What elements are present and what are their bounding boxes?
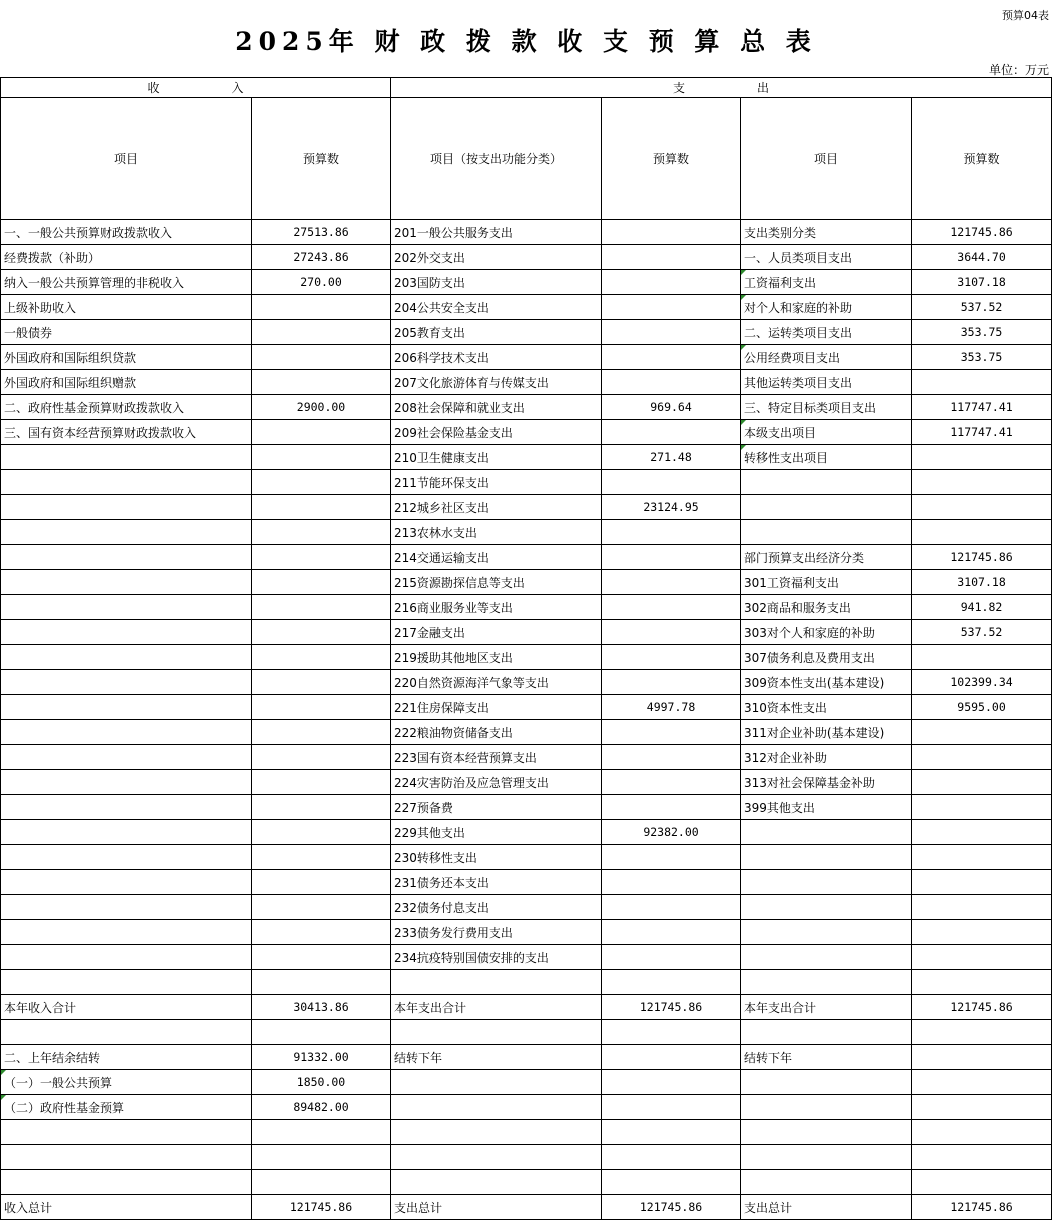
category-amount-header: 预算数 [912,98,1052,220]
category-item-cell: 支出总计 [741,1195,912,1220]
category-item-header: 项目 [741,98,912,220]
function-amount-cell [602,670,741,695]
income-item-cell: （一）一般公共预算 [1,1070,252,1095]
table-row [1,1170,1052,1195]
category-item-cell: 301工资福利支出 [741,570,912,595]
category-amount-cell [912,795,1052,820]
category-amount-cell [912,845,1052,870]
category-item-cell [741,1120,912,1145]
function-amount-cell [602,370,741,395]
income-item-cell [1,1145,252,1170]
table-row [1,745,1052,770]
category-amount-cell [912,470,1052,495]
category-amount-cell: 353.75 [912,320,1052,345]
category-amount-cell [912,645,1052,670]
income-item-cell: 外国政府和国际组织赠款 [1,370,252,395]
function-amount-cell [602,320,741,345]
category-item-cell [741,895,912,920]
income-amount-cell [252,420,391,445]
category-item-cell [741,1145,912,1170]
category-item-cell: 309资本性支出(基本建设) [741,670,912,695]
income-item-cell [1,795,252,820]
category-item-cell: 对个人和家庭的补助 [741,295,912,320]
function-amount-cell [602,945,741,970]
function-amount-cell [602,620,741,645]
category-item-cell: 转移性支出项目 [741,445,912,470]
table-row [1,220,1052,245]
category-amount-cell [912,770,1052,795]
category-amount-cell [912,945,1052,970]
income-amount-cell [252,820,391,845]
income-item-cell [1,945,252,970]
category-item-cell: 一、人员类项目支出 [741,245,912,270]
income-item-cell [1,845,252,870]
category-amount-cell [912,445,1052,470]
function-amount-cell [602,970,741,995]
income-item-cell: 经费拨款（补助） [1,245,252,270]
category-item-cell: 部门预算支出经济分类 [741,545,912,570]
income-item-cell [1,645,252,670]
category-amount-cell: 3644.70 [912,245,1052,270]
function-item-cell [391,1120,602,1145]
function-amount-cell: 121745.86 [602,1195,741,1220]
function-item-cell: 229其他支出 [391,820,602,845]
category-item-cell: 三、特定目标类项目支出 [741,395,912,420]
income-item-cell [1,445,252,470]
function-item-cell [391,1095,602,1120]
function-item-cell: 221住房保障支出 [391,695,602,720]
function-item-cell: 215资源勘探信息等支出 [391,570,602,595]
function-amount-cell [602,745,741,770]
function-item-cell: 支出总计 [391,1195,602,1220]
function-amount-cell [602,1070,741,1095]
category-item-cell [741,1020,912,1045]
category-amount-cell [912,1070,1052,1095]
table-row [1,1195,1052,1220]
function-item-cell [391,1145,602,1170]
function-amount-cell: 271.48 [602,445,741,470]
category-item-cell: 302商品和服务支出 [741,595,912,620]
category-amount-cell [912,870,1052,895]
income-item-cell [1,545,252,570]
category-item-cell: 303对个人和家庭的补助 [741,620,912,645]
function-amount-cell: 969.64 [602,395,741,420]
function-item-cell: 217金融支出 [391,620,602,645]
function-amount-cell [602,920,741,945]
function-item-cell: 210卫生健康支出 [391,445,602,470]
function-item-cell: 213农林水支出 [391,520,602,545]
category-item-cell: 二、运转类项目支出 [741,320,912,345]
income-amount-cell [252,870,391,895]
function-item-cell: 230转移性支出 [391,845,602,870]
income-item-cell: 一般债券 [1,320,252,345]
category-amount-cell: 121745.86 [912,1195,1052,1220]
income-amount-cell [252,795,391,820]
income-amount-cell [252,1145,391,1170]
function-item-header: 项目（按支出功能分类） [391,98,602,220]
function-item-cell: 212城乡社区支出 [391,495,602,520]
function-amount-cell [602,1095,741,1120]
table-row [1,1120,1052,1145]
table-row [1,870,1052,895]
category-amount-cell [912,720,1052,745]
table-row [1,620,1052,645]
category-item-cell [741,870,912,895]
function-amount-cell: 92382.00 [602,820,741,845]
income-item-cell: 三、国有资本经营预算财政拨款收入 [1,420,252,445]
function-item-cell [391,1070,602,1095]
category-amount-cell [912,1170,1052,1195]
function-item-cell: 本年支出合计 [391,995,602,1020]
income-item-cell [1,595,252,620]
income-item-cell [1,720,252,745]
function-amount-cell [602,895,741,920]
category-item-cell [741,520,912,545]
table-row [1,1070,1052,1095]
function-amount-cell [602,845,741,870]
category-amount-cell [912,1095,1052,1120]
income-amount-cell [252,670,391,695]
category-item-cell: 本年支出合计 [741,995,912,1020]
income-amount-cell [252,770,391,795]
category-amount-cell: 121745.86 [912,995,1052,1020]
function-amount-cell [602,270,741,295]
table-row [1,395,1052,420]
category-amount-cell: 117747.41 [912,395,1052,420]
table-row [1,795,1052,820]
function-item-cell: 结转下年 [391,1045,602,1070]
column-header-row [1,98,1052,220]
income-amount-cell [252,295,391,320]
function-amount-cell [602,1170,741,1195]
category-item-cell: 311对企业补助(基本建设) [741,720,912,745]
income-item-cell [1,495,252,520]
income-amount-cell [252,520,391,545]
table-row [1,320,1052,345]
category-amount-cell: 353.75 [912,345,1052,370]
function-amount-cell [602,770,741,795]
category-amount-cell: 3107.18 [912,270,1052,295]
function-item-cell: 216商业服务业等支出 [391,595,602,620]
function-amount-cell [602,1020,741,1045]
income-amount-cell: 121745.86 [252,1195,391,1220]
income-item-cell: 收入总计 [1,1195,252,1220]
category-amount-cell [912,895,1052,920]
function-item-cell: 205教育支出 [391,320,602,345]
function-item-cell: 231债务还本支出 [391,870,602,895]
category-item-cell: 支出类别分类 [741,220,912,245]
income-amount-cell [252,595,391,620]
function-amount-cell [602,220,741,245]
function-item-cell: 201一般公共服务支出 [391,220,602,245]
income-item-cell: 外国政府和国际组织贷款 [1,345,252,370]
income-item-cell [1,770,252,795]
function-item-cell [391,970,602,995]
function-item-cell: 232债务付息支出 [391,895,602,920]
category-amount-cell [912,820,1052,845]
income-amount-cell: 27243.86 [252,245,391,270]
table-row [1,570,1052,595]
function-item-cell: 223国有资本经营预算支出 [391,745,602,770]
function-amount-cell [602,795,741,820]
function-amount-cell [602,520,741,545]
income-item-header: 项目 [1,98,252,220]
table-row [1,245,1052,270]
category-item-cell [741,1095,912,1120]
function-amount-cell [602,595,741,620]
table-row [1,345,1052,370]
income-item-cell [1,970,252,995]
income-item-cell: 二、上年结余结转 [1,1045,252,1070]
function-item-cell: 211节能环保支出 [391,470,602,495]
income-amount-cell [252,470,391,495]
category-amount-cell [912,1145,1052,1170]
function-amount-cell [602,470,741,495]
income-amount-cell [252,895,391,920]
table-row [1,645,1052,670]
function-amount-cell: 4997.78 [602,695,741,720]
category-item-cell [741,1070,912,1095]
function-amount-cell [602,1120,741,1145]
category-item-cell: 307债务利息及费用支出 [741,645,912,670]
unit-label: 单位：万元 [988,63,1049,77]
table-row [1,970,1052,995]
income-amount-cell [252,1020,391,1045]
form-code: 预算04表 [1002,9,1049,22]
category-item-cell: 310资本性支出 [741,695,912,720]
function-amount-cell: 23124.95 [602,495,741,520]
income-item-cell: （二）政府性基金预算 [1,1095,252,1120]
table-row [1,545,1052,570]
category-amount-cell [912,1020,1052,1045]
table-row [1,1145,1052,1170]
category-amount-cell [912,1045,1052,1070]
function-amount-cell [602,870,741,895]
category-item-cell [741,470,912,495]
income-amount-cell [252,370,391,395]
function-amount-cell [602,645,741,670]
function-amount-cell [602,345,741,370]
income-amount-cell [252,620,391,645]
table-row [1,720,1052,745]
income-item-cell [1,620,252,645]
income-item-cell [1,920,252,945]
category-amount-cell: 121745.86 [912,220,1052,245]
category-amount-cell: 9595.00 [912,695,1052,720]
function-item-cell: 202外交支出 [391,245,602,270]
income-amount-cell [252,345,391,370]
category-item-cell: 工资福利支出 [741,270,912,295]
table-row [1,770,1052,795]
income-amount-cell [252,970,391,995]
income-item-cell: 上级补助收入 [1,295,252,320]
function-item-cell: 214交通运输支出 [391,545,602,570]
function-amount-cell [602,245,741,270]
category-amount-cell [912,370,1052,395]
table-row [1,595,1052,620]
function-amount-cell: 121745.86 [602,995,741,1020]
income-item-cell [1,745,252,770]
category-item-cell: 公用经费项目支出 [741,345,912,370]
table-row [1,520,1052,545]
table-row [1,995,1052,1020]
table-row [1,820,1052,845]
income-item-cell: 二、政府性基金预算财政拨款收入 [1,395,252,420]
budget-table [0,77,1052,1220]
table-row [1,1020,1052,1045]
income-amount-cell [252,845,391,870]
category-amount-cell: 537.52 [912,620,1052,645]
category-amount-cell [912,1120,1052,1145]
category-amount-cell [912,745,1052,770]
category-item-cell: 312对企业补助 [741,745,912,770]
category-item-cell [741,845,912,870]
category-amount-cell: 941.82 [912,595,1052,620]
income-item-cell [1,1120,252,1145]
function-item-cell: 209社会保险基金支出 [391,420,602,445]
income-item-cell: 纳入一般公共预算管理的非税收入 [1,270,252,295]
category-amount-cell: 3107.18 [912,570,1052,595]
income-amount-cell [252,320,391,345]
category-item-cell [741,820,912,845]
category-amount-cell: 537.52 [912,295,1052,320]
category-item-cell [741,920,912,945]
category-item-cell [741,1170,912,1195]
income-item-cell [1,820,252,845]
category-amount-cell: 102399.34 [912,670,1052,695]
function-item-cell: 227预备费 [391,795,602,820]
function-item-cell: 224灾害防治及应急管理支出 [391,770,602,795]
income-section-header: 收 入 [1,78,391,98]
category-amount-cell: 117747.41 [912,420,1052,445]
income-item-cell [1,520,252,545]
table-row [1,670,1052,695]
income-amount-cell [252,945,391,970]
category-amount-cell [912,520,1052,545]
income-item-cell [1,570,252,595]
function-amount-header: 预算数 [602,98,741,220]
category-item-cell: 399其他支出 [741,795,912,820]
income-amount-cell [252,695,391,720]
category-item-cell: 结转下年 [741,1045,912,1070]
income-amount-cell [252,920,391,945]
function-item-cell [391,1020,602,1045]
category-item-cell: 其他运转类项目支出 [741,370,912,395]
table-row [1,495,1052,520]
table-row [1,945,1052,970]
income-item-cell [1,895,252,920]
income-item-cell: 本年收入合计 [1,995,252,1020]
function-item-cell: 219援助其他地区支出 [391,645,602,670]
table-row [1,470,1052,495]
function-item-cell: 204公共安全支出 [391,295,602,320]
function-item-cell: 206科学技术支出 [391,345,602,370]
expense-section-header: 支 出 [391,78,1052,98]
function-item-cell: 207文化旅游体育与传媒支出 [391,370,602,395]
category-amount-cell [912,970,1052,995]
function-item-cell: 222粮油物资储备支出 [391,720,602,745]
function-amount-cell [602,420,741,445]
category-item-cell: 本级支出项目 [741,420,912,445]
function-amount-cell [602,1145,741,1170]
income-amount-cell: 91332.00 [252,1045,391,1070]
table-row [1,295,1052,320]
table-row [1,695,1052,720]
category-item-cell [741,945,912,970]
income-amount-cell: 270.00 [252,270,391,295]
income-amount-cell [252,745,391,770]
table-row [1,1045,1052,1070]
income-item-cell [1,870,252,895]
function-amount-cell [602,1045,741,1070]
income-amount-cell [252,545,391,570]
table-row [1,895,1052,920]
income-amount-cell: 1850.00 [252,1070,391,1095]
category-amount-cell [912,495,1052,520]
table-row [1,370,1052,395]
income-amount-cell: 2900.00 [252,395,391,420]
table-row [1,845,1052,870]
function-amount-cell [602,295,741,320]
table-row [1,1095,1052,1120]
income-amount-header: 预算数 [252,98,391,220]
table-row [1,920,1052,945]
function-amount-cell [602,720,741,745]
function-amount-cell [602,570,741,595]
income-amount-cell: 27513.86 [252,220,391,245]
function-item-cell: 203国防支出 [391,270,602,295]
category-amount-cell: 121745.86 [912,545,1052,570]
function-amount-cell [602,545,741,570]
income-item-cell [1,1020,252,1045]
income-amount-cell [252,645,391,670]
function-item-cell: 233债务发行费用支出 [391,920,602,945]
income-item-cell [1,470,252,495]
income-amount-cell: 30413.86 [252,995,391,1020]
income-amount-cell [252,720,391,745]
section-header-row [1,78,1052,98]
table-row [1,420,1052,445]
function-item-cell: 234抗疫特别国债安排的支出 [391,945,602,970]
table-row [1,445,1052,470]
income-amount-cell [252,445,391,470]
income-item-cell [1,670,252,695]
function-item-cell [391,1170,602,1195]
page-title: 2025年 财 政 拨 款 收 支 预 算 总 表 [235,27,817,56]
category-item-cell [741,970,912,995]
income-amount-cell [252,1170,391,1195]
category-item-cell [741,495,912,520]
income-amount-cell: 89482.00 [252,1095,391,1120]
category-item-cell: 313对社会保障基金补助 [741,770,912,795]
table-row [1,270,1052,295]
income-item-cell: 一、一般公共预算财政拨款收入 [1,220,252,245]
function-item-cell: 220自然资源海洋气象等支出 [391,670,602,695]
income-item-cell [1,1170,252,1195]
income-amount-cell [252,495,391,520]
income-item-cell [1,695,252,720]
category-amount-cell [912,920,1052,945]
income-amount-cell [252,570,391,595]
function-item-cell: 208社会保障和就业支出 [391,395,602,420]
income-amount-cell [252,1120,391,1145]
